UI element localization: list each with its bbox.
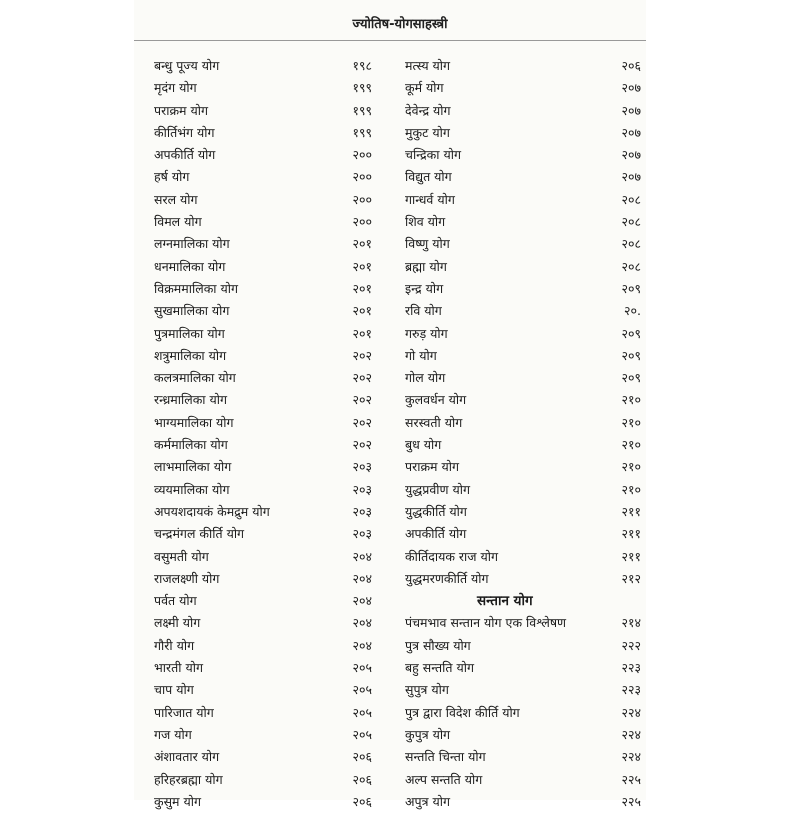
toc-entry-page: २०३ <box>352 526 372 542</box>
toc-entry-page: २०२ <box>352 414 372 430</box>
toc-entry <box>154 434 380 456</box>
toc-entry-title: हर्ष योग <box>154 169 190 185</box>
toc-entry-page: २२३ <box>621 682 641 698</box>
toc-entry-title: धनमालिका योग <box>154 258 226 274</box>
toc-entry <box>405 456 641 478</box>
toc-entry-title: पर्वत योग <box>154 593 197 609</box>
toc-entry-title: अपुत्र योग <box>405 793 451 809</box>
toc-entry <box>405 55 641 77</box>
toc-entry <box>405 367 641 389</box>
toc-entry-title: चन्द्रमंगल कीर्ति योग <box>154 526 245 542</box>
toc-entry-title: सन्तति चिन्ता योग <box>405 749 486 765</box>
toc-entry-page: २०५ <box>352 682 372 698</box>
toc-entry <box>405 702 641 724</box>
toc-entry-page: २२४ <box>621 704 641 720</box>
page-header: ज्योतिष-योगसाहस्त्री <box>352 17 448 32</box>
toc-entry <box>405 389 641 411</box>
toc-entry-title: अपकीर्ति योग <box>405 526 467 542</box>
toc-entry <box>154 523 380 545</box>
toc-entry <box>405 635 641 657</box>
toc-entry <box>405 345 641 367</box>
toc-entry-title: सरस्वती योग <box>405 414 463 430</box>
toc-entry-title: पुत्र सौख्य योग <box>405 637 471 653</box>
toc-entry <box>405 679 641 701</box>
toc-entry-page: २०. <box>624 303 641 319</box>
toc-entry-title: सरल योग <box>154 191 198 207</box>
toc-entry-page: २२४ <box>621 726 641 742</box>
toc-entry-page: २०४ <box>352 548 372 564</box>
toc-entry-title: इन्द्र योग <box>405 280 444 296</box>
toc-entry <box>405 256 641 278</box>
toc-entry-title: विमल योग <box>154 214 202 230</box>
toc-entry-title: शत्रुमालिका योग <box>154 347 227 363</box>
toc-entry-title: बहु सन्तति योग <box>405 660 475 676</box>
toc-entry-page: २०६ <box>352 749 372 765</box>
toc-entry <box>405 189 641 211</box>
toc-entry-page: २०५ <box>352 726 372 742</box>
toc-entry-page: १९९ <box>352 80 372 96</box>
toc-entry <box>405 323 641 345</box>
toc-entry <box>154 100 380 122</box>
toc-entry-title: भारती योग <box>154 660 203 676</box>
toc-entry <box>405 769 641 791</box>
toc-entry-page: २२४ <box>621 749 641 765</box>
toc-entry-page: २०२ <box>352 437 372 453</box>
toc-entry <box>405 791 641 813</box>
toc-entry <box>405 211 641 233</box>
toc-entry-page: २१२ <box>621 570 641 586</box>
toc-entry-page: १९९ <box>352 102 372 118</box>
toc-entry-title: कीर्तिभंग योग <box>154 124 215 140</box>
toc-entry-page: २०८ <box>621 236 641 252</box>
toc-entry <box>154 456 380 478</box>
toc-entry-page: २०५ <box>352 660 372 676</box>
toc-entry-page: २११ <box>621 503 641 519</box>
toc-entry-title: ब्रह्मा योग <box>405 258 447 274</box>
toc-entry <box>154 501 380 523</box>
toc-entry-title: रवि योग <box>405 303 442 319</box>
toc-entry-title: गज योग <box>154 726 192 742</box>
toc-entry-page: २२२ <box>621 637 641 653</box>
toc-entry-title: मुकुट योग <box>405 124 450 140</box>
toc-entry <box>154 55 380 77</box>
toc-entry-title: पराक्रम योग <box>405 459 460 475</box>
toc-entry <box>154 278 380 300</box>
toc-entry-title: लग्नमालिका योग <box>154 236 230 252</box>
toc-entry <box>154 166 380 188</box>
toc-entry-page: २०४ <box>352 637 372 653</box>
toc-entry <box>154 211 380 233</box>
toc-entry <box>154 189 380 211</box>
toc-entry <box>154 479 380 501</box>
toc-entry-page: १९८ <box>352 58 372 73</box>
toc-entry-page: २०८ <box>621 191 641 207</box>
toc-entry-title: पुत्र द्वारा विदेश कीर्ति योग <box>405 704 520 720</box>
toc-entry-page: २०३ <box>352 481 372 497</box>
toc-entry-page: २०२ <box>352 370 372 386</box>
toc-entry <box>405 568 641 590</box>
toc-entry <box>154 679 380 701</box>
toc-entry-title: युद्धमरणकीर्ति योग <box>405 570 489 586</box>
toc-entry-title: कुपुत्र योग <box>405 726 451 742</box>
toc-entry <box>154 323 380 345</box>
toc-entry <box>154 590 380 612</box>
toc-entry <box>405 479 641 501</box>
toc-entry-title: पारिजात योग <box>154 704 214 720</box>
toc-entry-page: २०३ <box>352 459 372 475</box>
toc-entry <box>154 256 380 278</box>
toc-entry-title: लक्ष्मी योग <box>154 615 201 631</box>
toc-entry-title: अल्प सन्तति योग <box>405 771 483 787</box>
toc-entry <box>405 412 641 434</box>
toc-entry-page: २०४ <box>352 570 372 586</box>
toc-entry-page: २०८ <box>621 214 641 230</box>
toc-entry <box>405 300 641 322</box>
toc-entry-page: २०९ <box>621 370 641 386</box>
toc-entry-page: २०१ <box>352 280 372 296</box>
toc-entry-page: २१४ <box>621 615 641 631</box>
toc-entry <box>405 501 641 523</box>
toc-entry <box>154 568 380 590</box>
toc-entry-title: विष्णु योग <box>405 236 450 252</box>
toc-entry-title: पंचमभाव सन्तान योग एक विश्लेषण <box>405 615 567 631</box>
toc-entry-page: २२३ <box>621 660 641 676</box>
toc-entry <box>405 657 641 679</box>
toc-entry-page: २१० <box>621 392 641 408</box>
toc-entry-title: वसुमती योग <box>154 548 209 564</box>
toc-entry-title: विद्युत योग <box>405 169 452 185</box>
toc-entry <box>154 769 380 791</box>
toc-entry <box>405 546 641 568</box>
toc-entry-title: भाग्यमालिका योग <box>154 414 234 430</box>
toc-entry-page: २०७ <box>621 147 641 163</box>
toc-entry-page: २०८ <box>621 258 641 274</box>
toc-entry <box>405 233 641 255</box>
toc-entry-title: युद्धप्रवीण योग <box>405 481 471 497</box>
toc-entry-page: २०१ <box>352 258 372 274</box>
toc-entry-page: २११ <box>621 548 641 564</box>
toc-entry-title: गरुड़ योग <box>405 325 448 341</box>
toc-entry-title: रन्ध्रमालिका योग <box>154 392 228 408</box>
toc-entry <box>405 724 641 746</box>
toc-entry-title: मृदंग योग <box>154 80 197 96</box>
toc-entry <box>154 702 380 724</box>
toc-entry-title: सुखमालिका योग <box>154 303 230 319</box>
toc-entry-title: लाभमालिका योग <box>154 459 232 475</box>
toc-entry <box>405 144 641 166</box>
toc-entry-title: गान्धर्व योग <box>405 191 455 207</box>
toc-entry-title: कर्ममालिका योग <box>154 437 228 453</box>
toc-entry-page: २०७ <box>621 169 641 185</box>
toc-entry-title: राजलक्ष्णी योग <box>154 570 220 586</box>
toc-entry-page: २०९ <box>621 325 641 341</box>
toc-entry <box>154 724 380 746</box>
toc-entry-title: कलत्रमालिका योग <box>154 370 236 386</box>
toc-entry-page: २१० <box>621 481 641 497</box>
toc-entry <box>405 77 641 99</box>
toc-entry-title: देवेन्द्र योग <box>405 102 451 118</box>
toc-entry-page: २०५ <box>352 704 372 720</box>
toc-entry-page: २१० <box>621 459 641 475</box>
toc-entry <box>154 657 380 679</box>
toc-entry-page: २०७ <box>621 124 641 140</box>
toc-entry-title: शिव योग <box>405 214 446 230</box>
toc-entry-page: २२५ <box>621 793 641 809</box>
toc-entry <box>154 412 380 434</box>
toc-entry <box>154 791 380 813</box>
toc-entry-page: २०९ <box>621 347 641 363</box>
toc-entry-page: २०६ <box>621 58 641 73</box>
toc-entry <box>154 546 380 568</box>
toc-entry <box>154 233 380 255</box>
toc-entry-page: २१० <box>621 414 641 430</box>
toc-entry <box>154 389 380 411</box>
toc-entry-title: कीर्तिदायक राज योग <box>405 548 499 564</box>
toc-entry <box>154 300 380 322</box>
toc-entry-page: २०४ <box>352 593 372 609</box>
toc-entry-page: २०९ <box>621 280 641 296</box>
toc-entry <box>154 367 380 389</box>
toc-entry-title: चाप योग <box>154 682 194 698</box>
toc-entry-title: विक्रममालिका योग <box>154 280 239 296</box>
toc-entry-page: २११ <box>621 526 641 542</box>
toc-entry <box>154 345 380 367</box>
toc-entry <box>154 77 380 99</box>
toc-entry-title: गोल योग <box>405 370 446 386</box>
toc-entry-page: १९९ <box>352 124 372 140</box>
toc-entry-title: अपकीर्ति योग <box>154 147 216 163</box>
toc-entry-page: २०३ <box>352 503 372 519</box>
toc-entry-title: पराक्रम योग <box>154 102 209 118</box>
toc-entry-page: २०१ <box>352 325 372 341</box>
toc-entry-page: २०२ <box>352 392 372 408</box>
toc-entry-title: सुपुत्र योग <box>405 682 449 698</box>
toc-entry <box>405 122 641 144</box>
toc-entry <box>405 434 641 456</box>
toc-entry-page: २०० <box>352 147 372 163</box>
toc-entry-page: २०१ <box>352 236 372 252</box>
header-divider <box>134 40 646 41</box>
toc-entry <box>405 746 641 768</box>
toc-entry-title: सन्तान योग <box>477 593 533 610</box>
section-heading <box>405 590 641 612</box>
toc-entry <box>405 166 641 188</box>
toc-entry-page: २०० <box>352 169 372 185</box>
toc-entry-page: २१० <box>621 437 641 453</box>
toc-entry-title: कूर्म योग <box>405 80 444 96</box>
toc-right-column <box>405 55 641 813</box>
toc-entry-page: २०६ <box>352 793 372 809</box>
toc-entry-page: २०० <box>352 214 372 230</box>
toc-entry-page: २०४ <box>352 615 372 631</box>
toc-entry-title: युद्धकीर्ति योग <box>405 503 467 519</box>
toc-entry-title: चन्द्रिका योग <box>405 147 462 163</box>
toc-entry-title: गौरी योग <box>154 637 195 653</box>
toc-entry-title: मत्स्य योग <box>405 58 451 73</box>
toc-entry-title: अपयशदायकं केमद्रुम योग <box>154 503 270 519</box>
toc-entry-title: कुलवर्धन योग <box>405 392 467 408</box>
toc-entry-title: अंशावतार योग <box>154 749 220 765</box>
toc-entry <box>405 100 641 122</box>
toc-entry-title: गो योग <box>405 347 437 363</box>
toc-entry-page: २०७ <box>621 80 641 96</box>
toc-entry-page: २०७ <box>621 102 641 118</box>
toc-entry <box>154 635 380 657</box>
toc-entry <box>154 612 380 634</box>
toc-entry-page: २०० <box>352 191 372 207</box>
toc-entry <box>405 523 641 545</box>
toc-entry-page: २२५ <box>621 771 641 787</box>
toc-entry-page: २०६ <box>352 771 372 787</box>
toc-entry <box>154 122 380 144</box>
toc-entry-title: पुत्रमालिका योग <box>154 325 225 341</box>
toc-entry-page: २०२ <box>352 347 372 363</box>
toc-entry-title: हरिहरब्रह्मा योग <box>154 771 223 787</box>
toc-entry <box>154 746 380 768</box>
toc-entry <box>154 144 380 166</box>
toc-entry-page: २०१ <box>352 303 372 319</box>
toc-left-column <box>154 55 380 813</box>
toc-entry-title: व्ययमालिका योग <box>154 481 230 497</box>
toc-entry <box>405 612 641 634</box>
toc-entry-title: बुध योग <box>405 437 442 453</box>
toc-entry <box>405 278 641 300</box>
toc-entry-title: बन्धु पूज्य योग <box>154 58 220 73</box>
toc-entry-title: कुसुम योग <box>154 793 202 809</box>
